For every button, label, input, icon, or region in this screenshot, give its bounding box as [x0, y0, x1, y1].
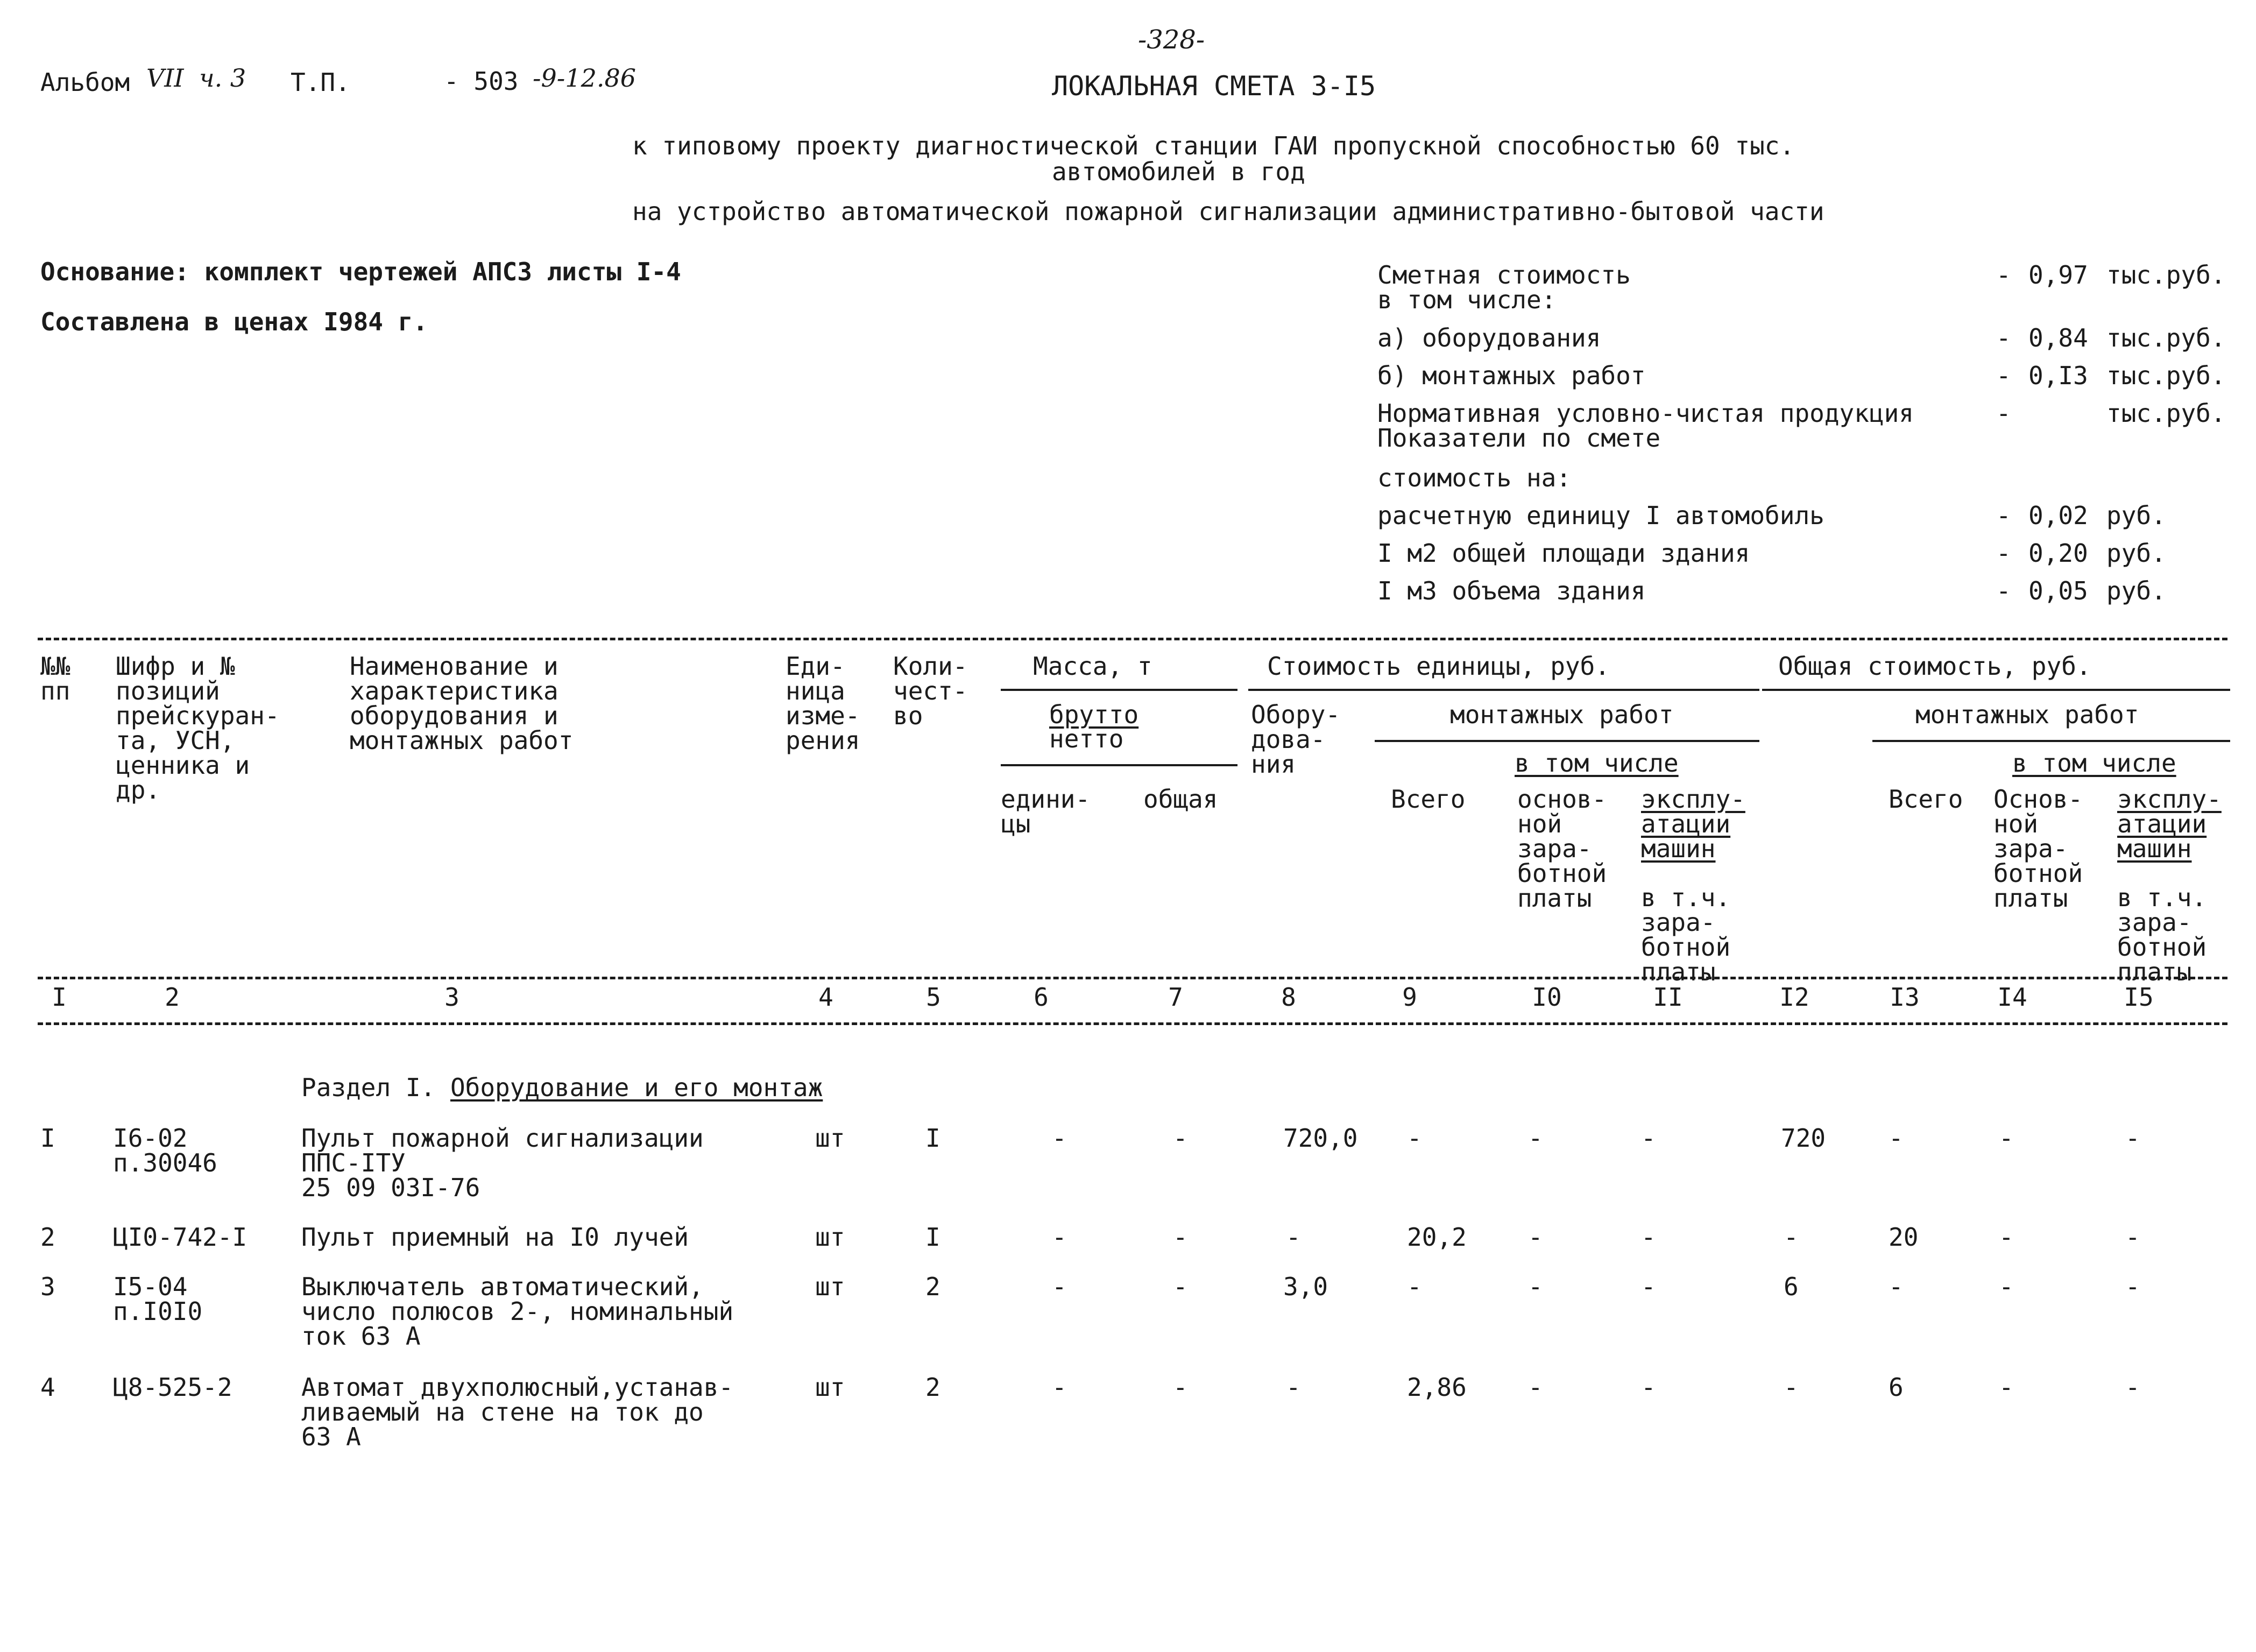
- col-header-mass-unit: едини- цы: [1001, 785, 1091, 838]
- row-mass-unit: -: [1052, 1124, 1067, 1153]
- row-mount-total: 6: [1889, 1373, 1904, 1402]
- section-title: [301, 1075, 823, 1100]
- summary-unit-6: руб.: [2106, 539, 2166, 568]
- row-salary-unit: -: [1528, 1223, 1543, 1252]
- row-machine-total: -: [2125, 1272, 2140, 1301]
- row-equip-total: 720: [1781, 1124, 1826, 1153]
- summary-value-1: 0,84: [2028, 323, 2088, 352]
- row-no: 3: [40, 1272, 55, 1301]
- summary-value-5: 0,02: [2028, 501, 2088, 530]
- row-mount-unit: 20,2: [1407, 1223, 1467, 1252]
- col-header-mass-total: общая: [1143, 785, 1218, 814]
- row-mass-total: -: [1173, 1223, 1188, 1252]
- summary-unit-7: руб.: [2106, 576, 2166, 605]
- row-no: I: [40, 1124, 55, 1153]
- summary-dash-2: -: [1996, 361, 2011, 390]
- col-number: I0: [1532, 983, 1562, 1012]
- col-number: II: [1653, 983, 1683, 1012]
- row-machine-unit: -: [1641, 1373, 1656, 1402]
- summary-dash-6: -: [1996, 539, 2011, 568]
- row-equip-unit: -: [1286, 1223, 1301, 1252]
- col-header-mounting: монтажных работ: [1450, 700, 1674, 729]
- row-machine-unit: -: [1641, 1124, 1656, 1153]
- col-header-qty: Коли- чест- во: [893, 652, 968, 730]
- row-mass-total: -: [1173, 1124, 1188, 1153]
- row-code: I5-04 п.I0I0: [113, 1272, 203, 1326]
- summary-unit-1: тыс.руб.: [2106, 323, 2226, 352]
- col-header-brutto: брутто: [1049, 700, 1139, 729]
- col-header-mounting-total: монтажных работ: [1915, 700, 2139, 729]
- row-no: 2: [40, 1223, 55, 1252]
- basis-line-2: Составлена в ценах I984 г.: [40, 307, 428, 336]
- col-header-mass: Масса, т: [1033, 652, 1152, 681]
- row-equip-total: 6: [1784, 1272, 1799, 1301]
- col-number: 7: [1168, 983, 1183, 1012]
- row-qty: I: [925, 1124, 940, 1153]
- row-machine-total: -: [2125, 1223, 2140, 1252]
- row-salary-total: -: [1999, 1272, 2014, 1301]
- row-equip-unit: 720,0: [1283, 1124, 1358, 1153]
- row-salary-total: -: [1999, 1124, 2014, 1153]
- summary-value-7: 0,05: [2028, 576, 2088, 605]
- col-header-machine-op-2: эксплу- атации машин: [2117, 785, 2222, 863]
- summary-dash-7: -: [1996, 576, 2011, 605]
- summary-unit-0: тыс.руб.: [2106, 260, 2226, 290]
- tp-label: Т.П.: [291, 68, 350, 97]
- total-cost-rule: [1762, 689, 2230, 691]
- mounting-rule: [1375, 740, 1759, 742]
- col-number: 8: [1281, 983, 1296, 1012]
- col-header-name: Наименование и характеристика оборудования и монтажных работ: [350, 652, 574, 755]
- mass-rule: [1001, 689, 1237, 691]
- col-number: I2: [1779, 983, 1809, 1012]
- summary-value-6: 0,20: [2028, 539, 2088, 568]
- summary-label-4: стоимость на:: [1377, 463, 1572, 492]
- row-machine-total: -: [2125, 1124, 2140, 1153]
- col-number: 5: [926, 983, 941, 1012]
- summary-value-0: 0,97: [2028, 260, 2088, 290]
- row-equip-total: -: [1784, 1223, 1799, 1252]
- row-code: Ц8-525-2: [113, 1373, 232, 1402]
- subtitle-line-3: на устройство автоматической пожарной сигнализации административно-бытовой части: [632, 197, 1824, 226]
- row-salary-unit: -: [1528, 1272, 1543, 1301]
- row-unit: шт: [815, 1223, 845, 1252]
- album-label: Альбом: [40, 68, 130, 97]
- row-mount-unit: -: [1407, 1272, 1422, 1301]
- summary-dash-1: -: [1996, 323, 2011, 352]
- row-no: 4: [40, 1373, 55, 1402]
- row-qty: 2: [925, 1373, 940, 1402]
- col-number: I5: [2124, 983, 2154, 1012]
- page-number: -328-: [1138, 25, 1205, 55]
- row-name: Выключатель автоматический, число полюсов 2-, номинальный ток 63 А: [301, 1272, 734, 1351]
- summary-label-3: Нормативная условно-чистая продукция Показатели по смете: [1377, 399, 1914, 453]
- summary-dash-3: -: [1996, 399, 2011, 428]
- summary-label-6: I м2 общей площади здания: [1377, 539, 1750, 568]
- summary-label-1: а) оборудования: [1377, 323, 1601, 352]
- row-equip-unit: -: [1286, 1373, 1301, 1402]
- header-numbers-rule: [38, 977, 2227, 979]
- col-header-incl-salary: в т.ч. зара- ботной платы: [1641, 883, 1731, 986]
- row-mount-total: -: [1889, 1124, 1904, 1153]
- col-number: 3: [444, 983, 459, 1012]
- row-mount-total: -: [1889, 1272, 1904, 1301]
- row-mass-unit: -: [1052, 1223, 1067, 1252]
- row-equip-unit: 3,0: [1283, 1272, 1328, 1301]
- row-unit: шт: [815, 1124, 845, 1153]
- summary-unit-5: руб.: [2106, 501, 2166, 530]
- mounting-total-rule: [1872, 740, 2230, 742]
- row-machine-unit: -: [1641, 1223, 1656, 1252]
- col-number: 9: [1402, 983, 1417, 1012]
- col-header-unit-cost: Стоимость единицы, руб.: [1267, 652, 1610, 681]
- row-equip-total: -: [1784, 1373, 1799, 1402]
- col-number: 6: [1034, 983, 1049, 1012]
- summary-dash-0: -: [1996, 260, 2011, 290]
- subtitle-line-1: к типовому проекту диагностической станции ГАИ пропускной способностью 60 тыс.: [632, 131, 1795, 160]
- row-mount-unit: -: [1407, 1124, 1422, 1153]
- row-name: Пульт приемный на I0 лучей: [301, 1223, 689, 1252]
- mass-sub-rule: [1001, 764, 1237, 766]
- summary-dash-5: -: [1996, 501, 2011, 530]
- row-salary-total: -: [1999, 1373, 2014, 1402]
- row-mount-total: 20: [1889, 1223, 1919, 1252]
- row-mass-unit: -: [1052, 1272, 1067, 1301]
- col-header-basic-salary-2: Основ- ной зара- ботной платы: [1993, 785, 2083, 913]
- row-machine-total: -: [2125, 1373, 2140, 1402]
- album-part: ч. 3: [199, 63, 246, 93]
- summary-value-2: 0,I3: [2028, 361, 2088, 390]
- row-salary-unit: -: [1528, 1124, 1543, 1153]
- album-volume: VII: [146, 63, 184, 93]
- row-salary-unit: -: [1528, 1373, 1543, 1402]
- row-unit: шт: [815, 1272, 845, 1301]
- summary-unit-3: тыс.руб.: [2106, 399, 2226, 428]
- col-header-incl-salary-2: в т.ч. зара- ботной платы: [2117, 883, 2207, 986]
- project-suffix: -9-12.86: [533, 63, 637, 93]
- project-prefix: - 503: [444, 67, 519, 96]
- col-header-no: №№ пп: [40, 652, 70, 705]
- col-number: I4: [1997, 983, 2027, 1012]
- col-header-equipment: Обору- дова- ния: [1251, 700, 1341, 779]
- summary-unit-2: тыс.руб.: [2106, 361, 2226, 390]
- col-header-netto: нетто: [1049, 724, 1124, 753]
- col-header-unit: Еди- ница изме- рения: [786, 652, 860, 755]
- col-header-total: Всего: [1391, 785, 1466, 814]
- unit-cost-rule: [1248, 689, 1759, 691]
- col-header-basic-salary: основ- ной зара- ботной платы: [1517, 785, 1607, 913]
- header-bottom-rule: [38, 1022, 2227, 1025]
- col-number: 2: [165, 983, 180, 1012]
- row-machine-unit: -: [1641, 1272, 1656, 1301]
- doc-title: ЛОКАЛЬНАЯ СМЕТА 3-I5: [1052, 70, 1376, 102]
- row-name: Автомат двухполюсный,устанав- ливаемый на стене на ток до 63 А: [301, 1373, 734, 1451]
- col-header-total-cost: Общая стоимость, руб.: [1778, 652, 2091, 681]
- row-code: I6-02 п.30046: [113, 1124, 217, 1177]
- col-header-total-2: Всего: [1889, 785, 1963, 814]
- subtitle-line-2: автомобилей в год: [1052, 157, 1305, 186]
- row-unit: шт: [815, 1373, 845, 1402]
- section-title-prefix: Раздел I.: [301, 1073, 450, 1102]
- summary-label-7: I м3 объема здания: [1377, 576, 1646, 605]
- summary-label-2: б) монтажных работ: [1377, 361, 1646, 390]
- col-header-incl-total: в том числе: [2012, 749, 2176, 778]
- section-title-main: Оборудование и его монтаж: [450, 1073, 823, 1102]
- row-mass-total: -: [1173, 1373, 1188, 1402]
- row-mass-total: -: [1173, 1272, 1188, 1301]
- basis-line-1: Основание: комплект чертежей АПСЗ листы I-4: [40, 257, 681, 286]
- summary-label-5: расчетную единицу I автомобиль: [1377, 501, 1824, 530]
- col-header-code: Шифр и № позиций прейскуран- та, УСН, ценника и др.: [116, 652, 280, 804]
- col-header-machine-op: эксплу- атации машин: [1641, 785, 1745, 863]
- row-code: ЦI0-742-I: [113, 1223, 247, 1252]
- row-qty: 2: [925, 1272, 940, 1301]
- col-number: 4: [818, 983, 833, 1012]
- col-header-incl: в том числе: [1515, 749, 1679, 778]
- col-number: I3: [1890, 983, 1920, 1012]
- row-name: Пульт пожарной сигнализации ППС-IТУ 25 09 03I-76: [301, 1124, 704, 1202]
- row-mount-unit: 2,86: [1407, 1373, 1467, 1402]
- col-number: I: [52, 983, 67, 1012]
- row-mass-unit: -: [1052, 1373, 1067, 1402]
- header-top-rule: [38, 638, 2227, 640]
- row-qty: I: [925, 1223, 940, 1252]
- row-salary-total: -: [1999, 1223, 2014, 1252]
- summary-label-0: Сметная стоимость в том числе:: [1377, 260, 1631, 314]
